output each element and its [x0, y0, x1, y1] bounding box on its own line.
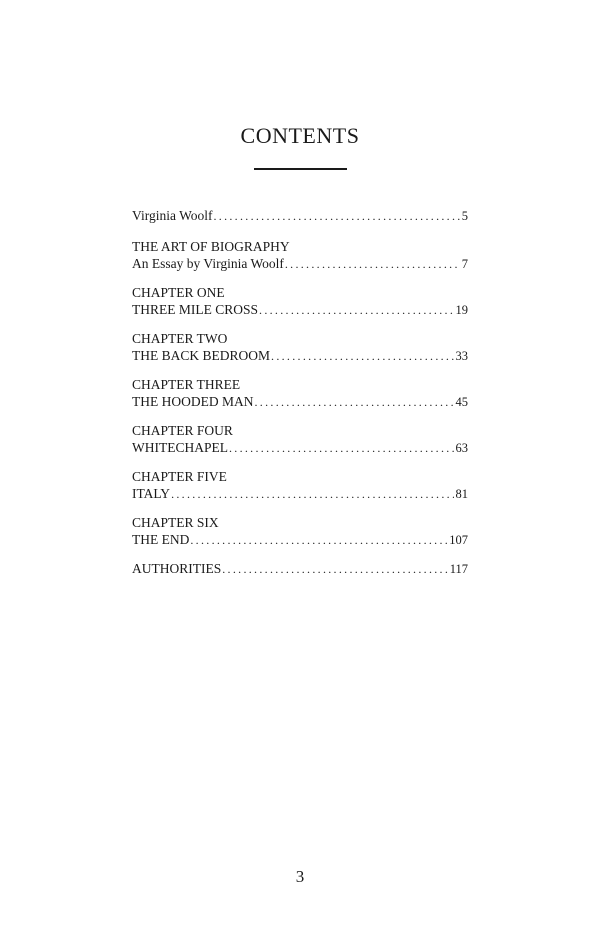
toc-page-number: 5 [461, 209, 468, 223]
toc-entry-title: THE HOODED MAN [132, 394, 254, 409]
page-number: 3 [295, 867, 305, 886]
dot-leader [229, 439, 454, 457]
toc-entry-title: THE BACK BEDROOM [132, 348, 271, 363]
toc-entry-art-of-biography[interactable] [132, 238, 468, 273]
toc-entry-heading: CHAPTER FOUR [132, 423, 233, 438]
toc-entry-chapter-six[interactable] [132, 514, 468, 549]
toc-page-number: 45 [455, 395, 468, 409]
toc-page-number: 19 [455, 303, 468, 317]
toc-entry-title: THREE MILE CROSS [132, 302, 259, 317]
toc-entry-title: WHITECHAPEL [132, 440, 228, 455]
toc-entry-chapter-one[interactable] [132, 284, 468, 319]
toc-entry-authorities[interactable] [132, 560, 468, 578]
toc-page-number: 107 [449, 533, 468, 547]
toc-entry-heading: CHAPTER THREE [132, 377, 241, 392]
toc-entry-chapter-five[interactable] [132, 468, 468, 503]
toc-page-number: 117 [449, 562, 468, 576]
dot-leader [171, 485, 453, 503]
toc-line [132, 301, 468, 319]
toc-entry-heading: CHAPTER ONE [132, 285, 225, 300]
dot-leader [259, 301, 453, 319]
toc-entry-title: ITALY [132, 486, 171, 501]
toc-entry-heading: CHAPTER FIVE [132, 469, 227, 484]
table-of-contents [132, 207, 468, 589]
toc-entry-chapter-two[interactable] [132, 330, 468, 365]
toc-page-number: 33 [455, 349, 468, 363]
dot-leader [255, 393, 454, 411]
dot-leader [271, 347, 453, 365]
toc-entry-heading: CHAPTER SIX [132, 515, 219, 530]
toc-line [132, 347, 468, 365]
toc-page-number: 7 [461, 257, 468, 271]
toc-entry-heading: THE ART OF BIOGRAPHY [132, 239, 290, 254]
toc-entry-chapter-four[interactable] [132, 422, 468, 457]
toc-line [132, 207, 468, 225]
toc-line [132, 255, 468, 273]
dot-leader [213, 207, 459, 225]
dot-leader [222, 560, 447, 578]
dot-leader [190, 531, 447, 549]
toc-entry-chapter-three[interactable] [132, 376, 468, 411]
toc-page-number: 81 [455, 487, 468, 501]
toc-page-number: 63 [455, 441, 468, 455]
toc-line [132, 485, 468, 503]
toc-entry-title: Virginia Woolf [132, 208, 213, 223]
toc-line [132, 531, 468, 549]
toc-entry-title: An Essay by Virginia Woolf [132, 256, 284, 271]
toc-entry-title: THE END [132, 532, 190, 547]
toc-line [132, 393, 468, 411]
title-rule [254, 168, 347, 170]
dot-leader [285, 255, 460, 273]
toc-entry-heading: CHAPTER TWO [132, 331, 228, 346]
toc-entry-virginia-woolf[interactable] [132, 207, 468, 225]
toc-line [132, 560, 468, 578]
page-title: CONTENTS [240, 123, 360, 148]
toc-line [132, 439, 468, 457]
toc-entry-title: AUTHORITIES [132, 561, 222, 576]
